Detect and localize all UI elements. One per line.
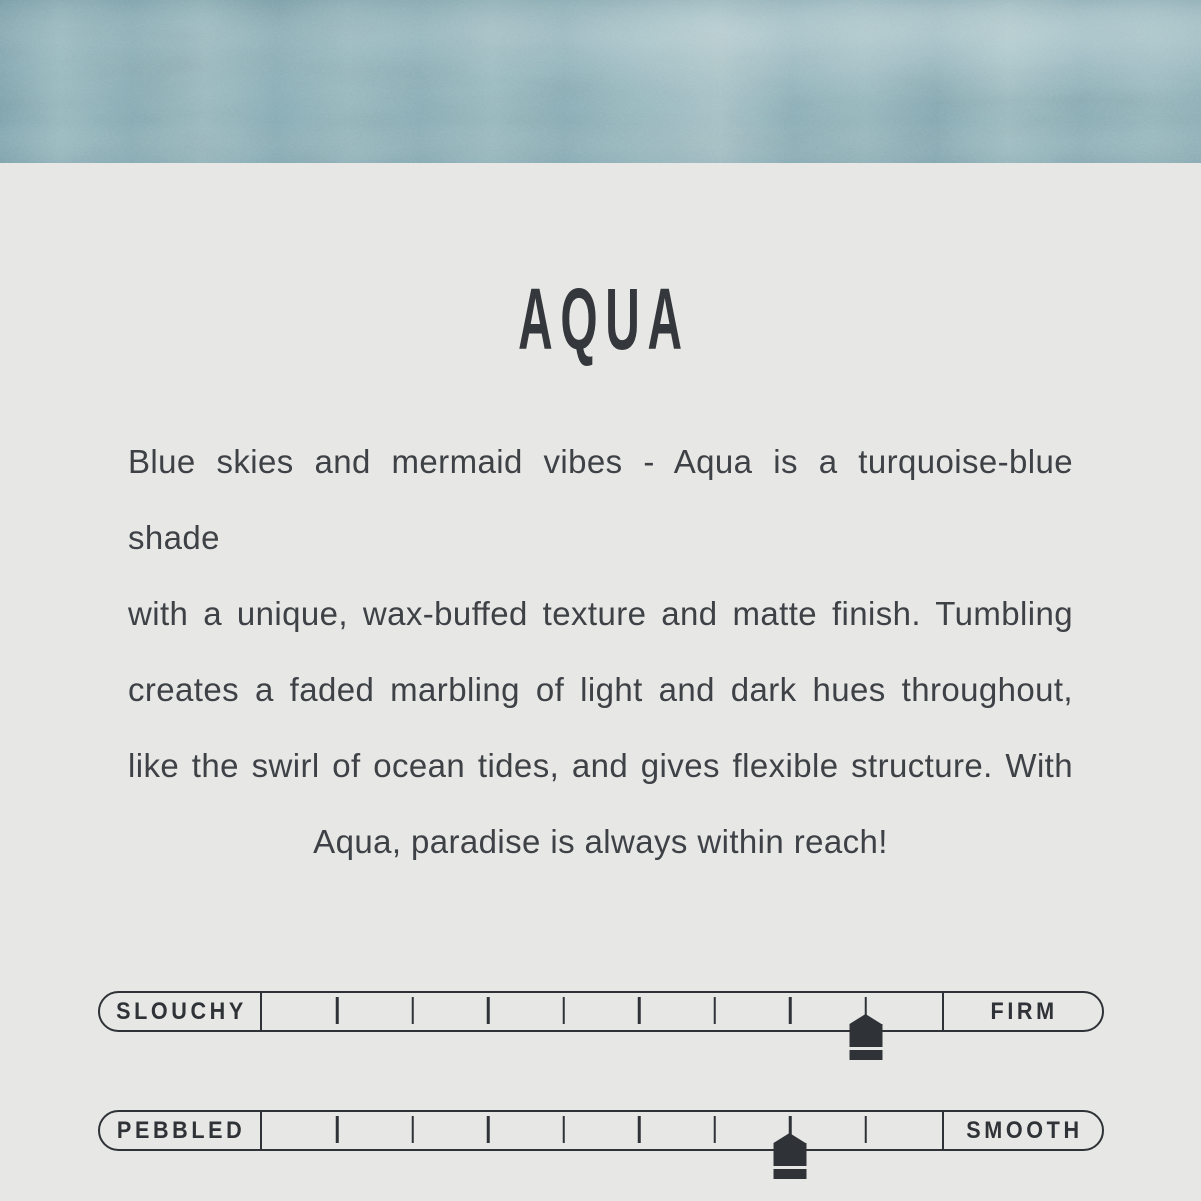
- color-description: [128, 424, 1073, 880]
- description-line: Blue skies and mermaid vibes - Aqua is a turquoise-blue shade: [128, 443, 1073, 556]
- scale-tick: [638, 997, 641, 1024]
- scale-tick: [562, 997, 565, 1024]
- scale-tick: [411, 997, 414, 1024]
- scale-right-label: FIRM: [990, 997, 1058, 1025]
- attribute-scale-row: [98, 991, 1104, 1032]
- scale-tick: [714, 997, 717, 1024]
- leather-texture-image: [0, 0, 1201, 163]
- scale-track: [262, 1112, 942, 1149]
- scale-marker-icon: [849, 1014, 882, 1060]
- attribute-scale-row: [98, 1110, 1104, 1151]
- scale-tick: [336, 997, 339, 1024]
- scale-right-label: SMOOTH: [966, 1116, 1083, 1144]
- marker-pointer: [849, 1024, 882, 1047]
- scale-left-cap: [100, 1112, 262, 1149]
- description-line: with a unique, wax-buffed texture and matte finish. Tumbling: [128, 595, 1073, 632]
- description-line: Aqua, paradise is always within reach!: [313, 823, 888, 860]
- scale-tick: [336, 1116, 339, 1143]
- attribute-scales: [98, 991, 1104, 1151]
- scale-left-label: SLOUCHY: [115, 997, 247, 1025]
- marker-base: [849, 1050, 882, 1060]
- scale-tick: [487, 1116, 490, 1143]
- scale-tick: [562, 1116, 565, 1143]
- scale-tick: [714, 1116, 717, 1143]
- title-row: [0, 271, 1201, 368]
- scale-right-cap: [942, 1112, 1102, 1149]
- color-name-title: AQUA: [518, 271, 691, 368]
- scale-left-cap: [100, 993, 262, 1030]
- scale-marker-icon: [774, 1133, 807, 1179]
- scale-left-label: PEBBLED: [117, 1116, 246, 1144]
- scale-tick: [411, 1116, 414, 1143]
- scale-tick: [865, 1116, 868, 1143]
- description-line: creates a faded marbling of light and dark hues throughout,: [128, 671, 1073, 708]
- scale-tick: [789, 997, 792, 1024]
- marker-pointer: [774, 1143, 807, 1166]
- scale-tick: [638, 1116, 641, 1143]
- scale-track: [262, 993, 942, 1030]
- scale-tick: [487, 997, 490, 1024]
- marker-base: [774, 1169, 807, 1179]
- description-line: like the swirl of ocean tides, and gives flexible structure. With: [128, 747, 1073, 784]
- scale-right-cap: [942, 993, 1102, 1030]
